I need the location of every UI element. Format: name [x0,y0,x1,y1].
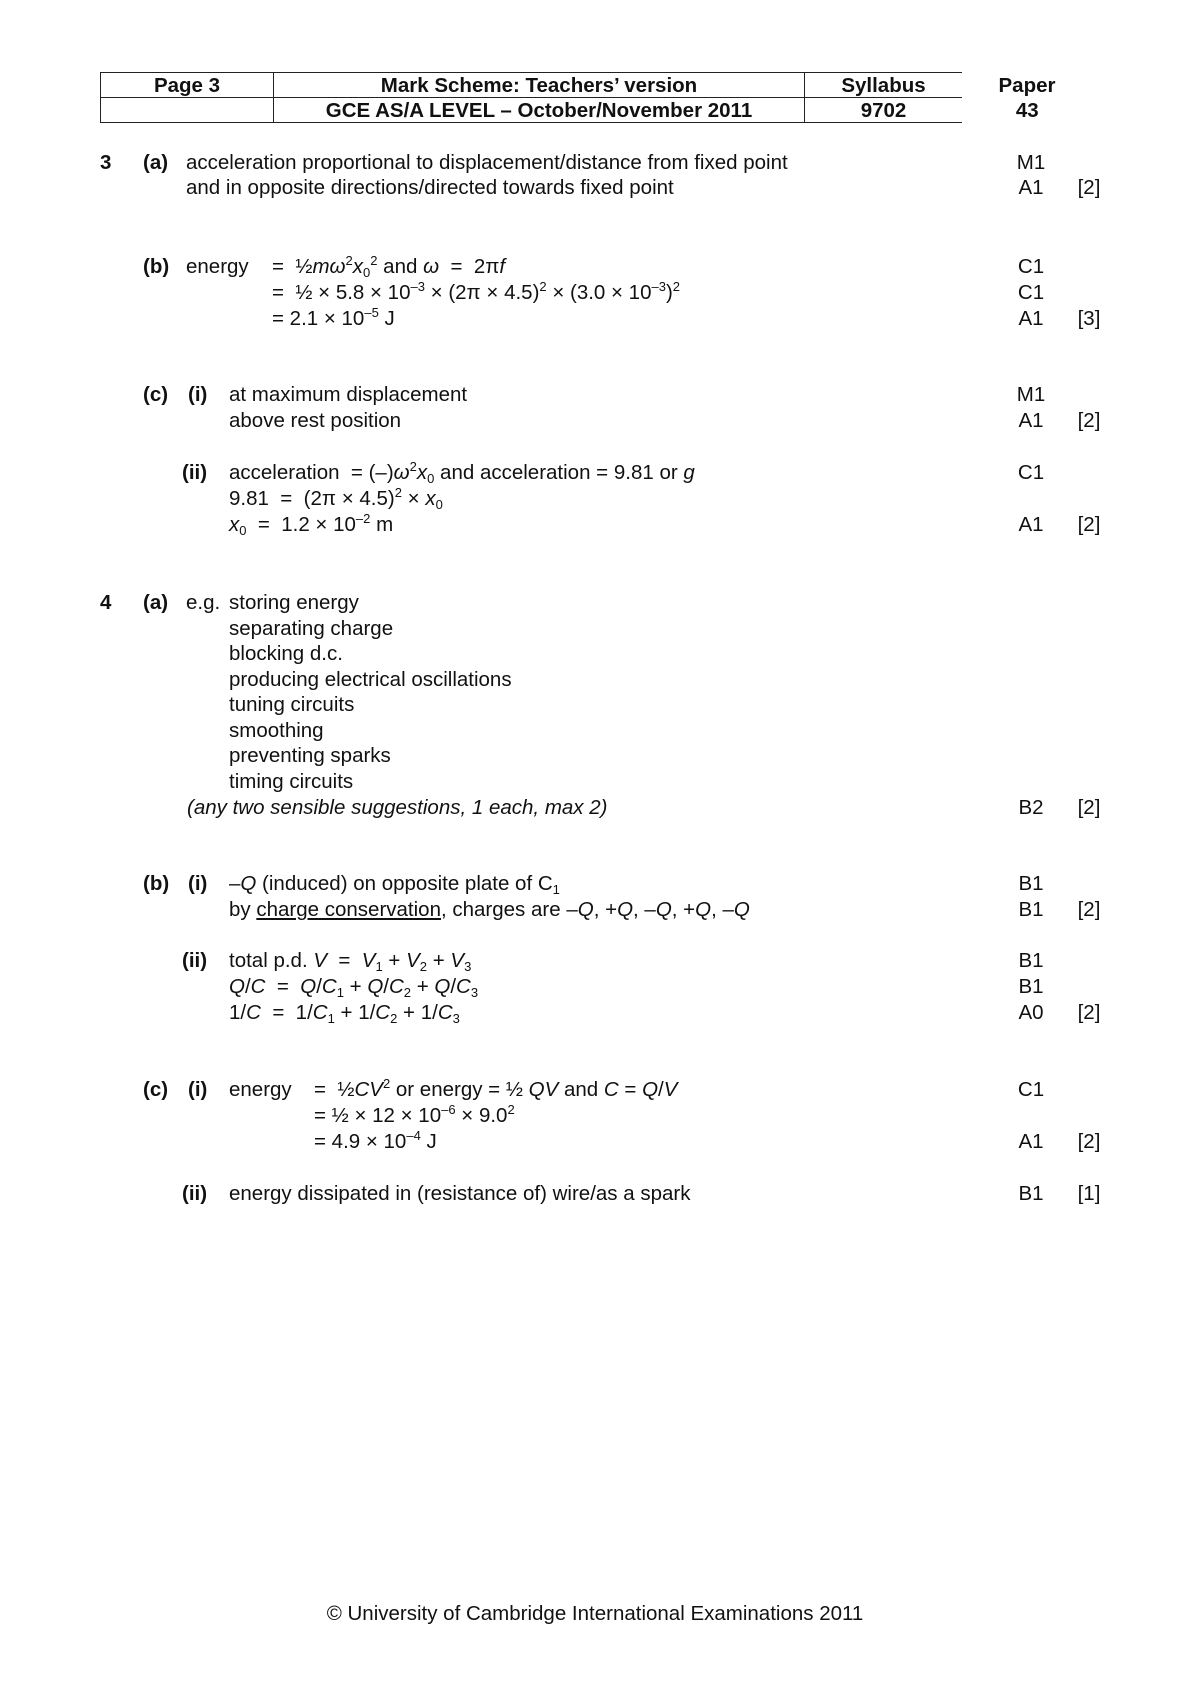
subpart-label-4cii: (ii) [182,1182,208,1205]
mark-q4ci-1: C1 [1017,1078,1045,1101]
q3ci-line2: above rest position [229,409,402,432]
mark-q3b-1: C1 [1017,255,1045,278]
q3a-line2: and in opposite directions/directed towards fixed point [186,176,674,199]
q4a-item: blocking d.c. [229,642,343,665]
q3b-lead: energy [186,255,249,278]
question-number-3: 3 [100,151,112,174]
paper-number: 43 [1015,98,1039,122]
total-q3b: [3] [1077,307,1101,330]
total-q4ci: [2] [1077,1130,1101,1153]
q4bii-equation-2: $Q/C = Q/C_1 + Q/C_2 + Q/C_3$ [229,975,479,1000]
mark-q3ci-1: M1 [1016,383,1046,406]
part-label-3a: (a) [143,151,169,174]
q4a-item: timing circuits [229,770,354,793]
subpart-label-3cii: (ii) [182,461,208,484]
mark-q4ci-2: A1 [1018,1130,1044,1153]
q3b-equation-1: = $\frac{1}{2}m\omega^2x_0^2$ and ω = 2πf [272,253,506,280]
mark-q4bii-3: A0 [1018,1001,1044,1024]
copyright-footer: © University of Cambridge International Examinations 2011 [326,1602,864,1625]
q3cii-equation-3: $x_0 = 1.2 \times 10^{-2}$ m [229,511,394,538]
q3b-equation-3: = $2.1 \times 10^{-5}$ J [272,305,395,330]
page-number: Page 3 [101,73,274,98]
q4a-item: tuning circuits [229,693,355,716]
q3ci-line1: at maximum displacement [229,383,468,406]
mark-q3b-2: C1 [1017,281,1045,304]
q4ci-equation-3: = $4.9 \times 10^{-4}$ J [314,1128,437,1153]
q4a-item: producing electrical oscillations [229,668,512,691]
paper-label: Paper [998,73,1056,97]
q4a-note: (any two sensible suggestions, 1 each, max 2) [187,796,608,819]
total-q4bii: [2] [1077,1001,1101,1024]
mark-q3b-3: A1 [1018,307,1044,330]
q4a-item: storing energy [229,591,359,614]
mark-q3a-2: A1 [1018,176,1044,199]
subpart-label-3ci: (i) [188,383,208,406]
mark-q3a-1: M1 [1016,151,1046,174]
subpart-label-4bi: (i) [188,872,208,895]
total-q3ci: [2] [1077,409,1101,432]
question-number-4: 4 [100,591,112,614]
q4ci-equation-1: = $\frac{1}{2}CV^2$ or energy = ½ QV and C = Q/V [314,1076,678,1101]
mark-q4bii-2: B1 [1018,975,1044,998]
q4bii-equation-1: total p.d. $V = V_1 + V_2 + V_3$ [229,949,472,974]
part-label-4c: (c) [143,1078,169,1101]
q4a-item: preventing sparks [229,744,391,767]
document-subtitle: GCE AS/A LEVEL – October/November 2011 [274,98,805,123]
part-label-3c: (c) [143,383,169,406]
q3cii-equation-2: $9.81 = (2\pi \times 4.5)^2 \times x_0$ [229,485,443,512]
subpart-label-4ci: (i) [188,1078,208,1101]
total-q4bi: [2] [1077,898,1101,921]
q3a-line1: acceleration proportional to displacement/distance from fixed point [186,151,788,174]
total-q3cii: [2] [1077,513,1101,536]
header-empty-cell [101,98,274,123]
header-table [100,72,1093,123]
q4bi-line1: –Q (induced) on opposite plate of $C_1$ [229,872,560,897]
q4ci-equation-2: = ½ × $12 \times 10^{-6} \times 9.0^2$ [314,1102,515,1127]
mark-q3cii-2: A1 [1018,513,1044,536]
q4a-lead: e.g. [186,591,221,614]
total-q3a: [2] [1077,176,1101,199]
mark-q4bi-1: B1 [1018,872,1044,895]
total-q4cii: [1] [1077,1182,1101,1205]
q3cii-equation-1: acceleration = $(-)\omega^2x_0$ and acceleration = 9.81 or g [229,459,695,486]
q4a-item: smoothing [229,719,324,742]
mark-q4bi-2: B1 [1018,898,1044,921]
mark-q3ci-2: A1 [1018,409,1044,432]
part-label-3b: (b) [143,255,170,278]
q3b-equation-2: = ½ × $5.8 \times 10^{-3} \times (2\pi \times 4.5)^2 \times (3.0 \times 10^{-3})^2$ [272,279,681,304]
part-label-4b: (b) [143,872,170,895]
part-label-4a: (a) [143,591,169,614]
total-q4a: [2] [1077,796,1101,819]
q4bi-line2: by charge conservation, charges are –Q, +Q, –Q, +Q, –Q [229,898,750,921]
mark-q3cii-1: C1 [1017,461,1045,484]
q4bii-equation-3: $1/C = 1/C_1 + 1/C_2 + 1/C_3$ [229,1001,460,1026]
q4ci-lead: energy [229,1078,292,1101]
syllabus-code: 9702 [805,98,963,123]
document-title: Mark Scheme: Teachers’ version [274,73,805,98]
syllabus-label: Syllabus [805,73,963,98]
mark-q4a: B2 [1018,796,1044,819]
q4cii-line: energy dissipated in (resistance of) wire/as a spark [229,1182,691,1205]
q4a-item: separating charge [229,617,394,640]
mark-q4bii-1: B1 [1018,949,1044,972]
subpart-label-4bii: (ii) [182,949,208,972]
mark-q4cii: B1 [1018,1182,1044,1205]
